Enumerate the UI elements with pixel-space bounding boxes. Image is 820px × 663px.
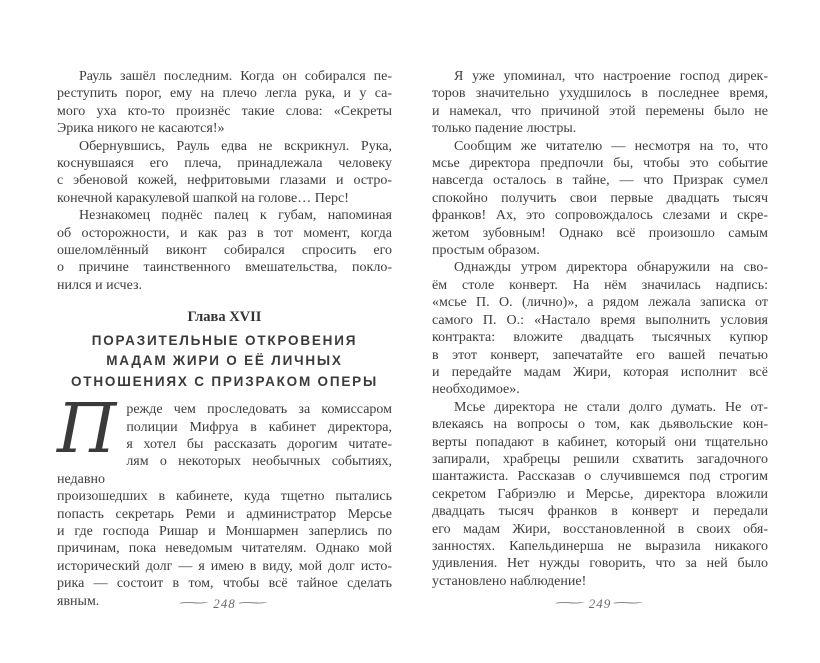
opening-paragraph (57, 390, 392, 610)
book-page-right (432, 68, 768, 628)
chapter-title (57, 331, 392, 393)
text-line: об осторожности, и как раз в тот момент, когда (57, 225, 392, 241)
text-line: причинам, пока неведомым читателям. Однако мой (57, 541, 392, 557)
page-number-right (432, 595, 768, 614)
text-line: запирали, храбрецы решили схватить загадочного (432, 451, 768, 467)
text-line: его мадам Жири, восстановленной в своих обя- (432, 521, 768, 537)
text-line: с эбеновой кожей, нефритовыми глазами и остро- (57, 173, 392, 189)
text-line: рика — состоит в том, чтобы всё тайное сделать (57, 576, 392, 592)
text-line: Незнакомец поднёс палец к губам, напоминая (79, 208, 392, 224)
text-line: коснувшаяся его плеча, принадлежала человеку (57, 156, 392, 172)
paragraph (57, 68, 392, 138)
text-line: контракта: вложите двадцать тысячных купюр (432, 330, 768, 346)
flourish-ornament: ⁓ (178, 597, 213, 609)
drop-cap-letter: П (57, 390, 117, 470)
text-line: Сообщим же читателю — несмотря на то, что (454, 138, 768, 154)
text-line: Однажды утром директора обнаружили на сво- (454, 260, 768, 276)
flourish-ornament: ⁓ (553, 597, 588, 609)
text-line: реступить порог, ему на плечо легла рука, и у са- (57, 86, 392, 102)
chapter-heading (57, 309, 392, 392)
text-line: самого П. О.: «Настало время выполнить условия (432, 312, 768, 328)
text-line: шантажиста. Рассказав о случившемся под строгим (432, 469, 768, 485)
text-line: в этот конверт, запечатайте его вашей печатью (432, 347, 768, 363)
text-line: необходимое». (432, 382, 520, 398)
text-line: Мсье директора не стали долго думать. Не от- (454, 399, 768, 415)
book-page-left (57, 68, 392, 628)
text-line: исторический долг — я имею в виду, мой долг исто- (57, 558, 392, 574)
text-line: и намекал, что причиной этой перемены было не (432, 103, 768, 119)
text-line: Я уже упоминал, что настроение господ дирек- (454, 69, 768, 84)
chapter-label: Глава XVII (187, 309, 262, 326)
text-line: торов значительно ухудшилось в последнее время, (432, 86, 768, 102)
text-line: и передайте мадам Жири, которая исполнит всё (432, 364, 768, 380)
text-line: Эрика никого не касаются!» (57, 121, 225, 137)
text-line: Рауль зашёл последним. Когда он собирался пе- (79, 69, 392, 84)
text-line: спокойно получить свои первые двадцать тысяч (432, 190, 768, 206)
text-line: режде чем проследовать за комиссаром (126, 402, 392, 418)
text-line: я хотел бы рассказать дорогим читате- (126, 437, 392, 452)
text-line: «мсье П. О. (лично)», а рядом лежала записка от (432, 295, 768, 311)
chapter-title-line: ПОРАЗИТЕЛЬНЫЕ ОТКРОВЕНИЯ (91, 332, 358, 348)
text-line: конечной каракулевой шапкой на голове… Перс! (57, 190, 349, 206)
text-line: ём столе конверт. На нём значилась надпись: (432, 277, 768, 293)
text-line: мсье директора предпочли бы, чтобы это событие (432, 156, 768, 172)
left-page-body-text (57, 68, 392, 294)
text-line: секретом Габриэлю и Мерсье, директора вложили (432, 486, 768, 502)
text-line: верты попадают в кабинет, который они тщательно (432, 434, 768, 450)
page-number-value: 249 (588, 596, 612, 611)
text-line: навсегда осталось в тайне, — что Призрак сумел (432, 173, 768, 189)
paragraph (432, 68, 768, 138)
text-line: ошеломлённый виконт собирался спросить его (57, 243, 392, 259)
text-line: нился и исчез. (57, 277, 142, 293)
page-number-left (57, 595, 392, 614)
text-line: о причине таинственного вмешательства, покло- (57, 260, 392, 276)
text-line: явным. (57, 593, 100, 609)
text-line: влекаясь на вопросы о том, как дьявольские кон- (432, 417, 768, 433)
text-line: жетом зубовным! Однако всё произошло самым (432, 225, 768, 241)
text-line: мого уха кто-то произнёс такие слова: «Секреты (57, 103, 392, 119)
text-line: простым образом. (432, 243, 540, 259)
flourish-ornament: ⁓ (236, 597, 271, 609)
paragraph (57, 138, 392, 208)
page-number-value: 248 (213, 596, 236, 611)
text-line: занностях. Капельдинерша не выразила никакого (432, 538, 768, 554)
text-line: удивления. Нет нужды говорить, что за ней было (432, 556, 768, 572)
right-page-body-text (432, 68, 768, 590)
text-line: Обернувшись, Рауль едва не вскрикнул. Рука, (79, 138, 392, 154)
paragraph (57, 207, 392, 294)
text-line: и где господа Ришар и Моншармен заперлись по (57, 524, 392, 540)
text-line: установлено наблюдение! (432, 573, 587, 589)
chapter-title-line: МАДАМ ЖИРИ О ЕЁ ЛИЧНЫХ (106, 353, 343, 369)
text-line: полиции Мифруа в кабинет директора, (126, 419, 392, 435)
text-line: попасть секретарь Реми и администратор Мерсье (57, 506, 392, 522)
text-line: только падение люстры. (432, 121, 577, 137)
text-line: франков! Ах, это сопровождалось слезами и скре- (432, 208, 768, 224)
text-line: двадцать тысяч франков в конверт и передали (432, 504, 768, 520)
chapter-title-line: ОТНОШЕНИЯХ С ПРИЗРАКОМ ОПЕРЫ (71, 373, 378, 389)
flourish-ornament: ⁓ (612, 597, 647, 609)
text-line: лям о некоторых необычных событиях, недавно (57, 454, 392, 487)
paragraph (432, 259, 768, 398)
text-line: произошедших в кабинете, куда тщетно пытались (57, 489, 392, 505)
paragraph (432, 138, 768, 260)
paragraph (432, 399, 768, 590)
